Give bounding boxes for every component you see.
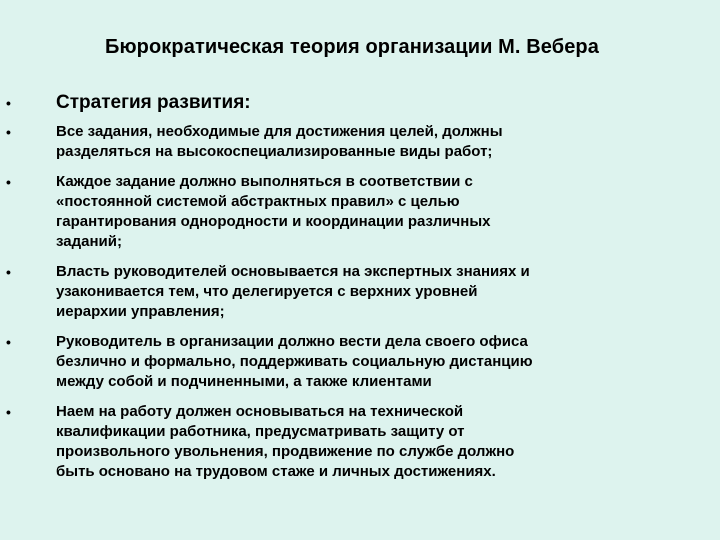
list-item-text: Каждое задание должно выполняться в соответствии с «постоянной системой абстрактных правил» с целью гарантирования однородности и координации различных заданий; <box>56 173 491 250</box>
list-item-text: Наем на работу должен основываться на технической квалификации работника, предусматривать защиту от произвольного увольнения, продвижение по службе должно быть основано на трудовом стаже и личных достижениях. <box>56 403 515 480</box>
list-item <box>6 172 696 252</box>
list-item <box>6 122 696 162</box>
slide-title: Бюрократическая теория организации М. Вебера <box>105 36 599 58</box>
bullet-icon: • <box>6 174 11 190</box>
list-item-text: Власть руководителей основывается на экспертных знаниях и узаконивается тем, что делегируется с верхних уровней иерархии управления; <box>56 263 530 320</box>
bullet-icon: • <box>6 334 11 350</box>
list-item-text: Руководитель в организации должно вести дела своего офиса безлично и формально, поддерживать социальную дистанцию между собой и подчиненными, а также клиентами <box>56 333 533 390</box>
list-item <box>6 262 696 322</box>
list-item <box>6 332 696 392</box>
list-item <box>6 402 696 482</box>
list-item <box>6 90 696 116</box>
list-item-text: Все задания, необходимые для достижения целей, должны разделяться на высокоспециализированные виды работ; <box>56 123 503 160</box>
bullet-list <box>6 90 696 482</box>
bullet-icon: • <box>6 404 11 420</box>
bullet-icon: • <box>6 124 11 140</box>
bullet-icon: • <box>6 95 11 111</box>
bullet-icon: • <box>6 264 11 280</box>
list-item-text: Стратегия развития: <box>56 92 251 113</box>
